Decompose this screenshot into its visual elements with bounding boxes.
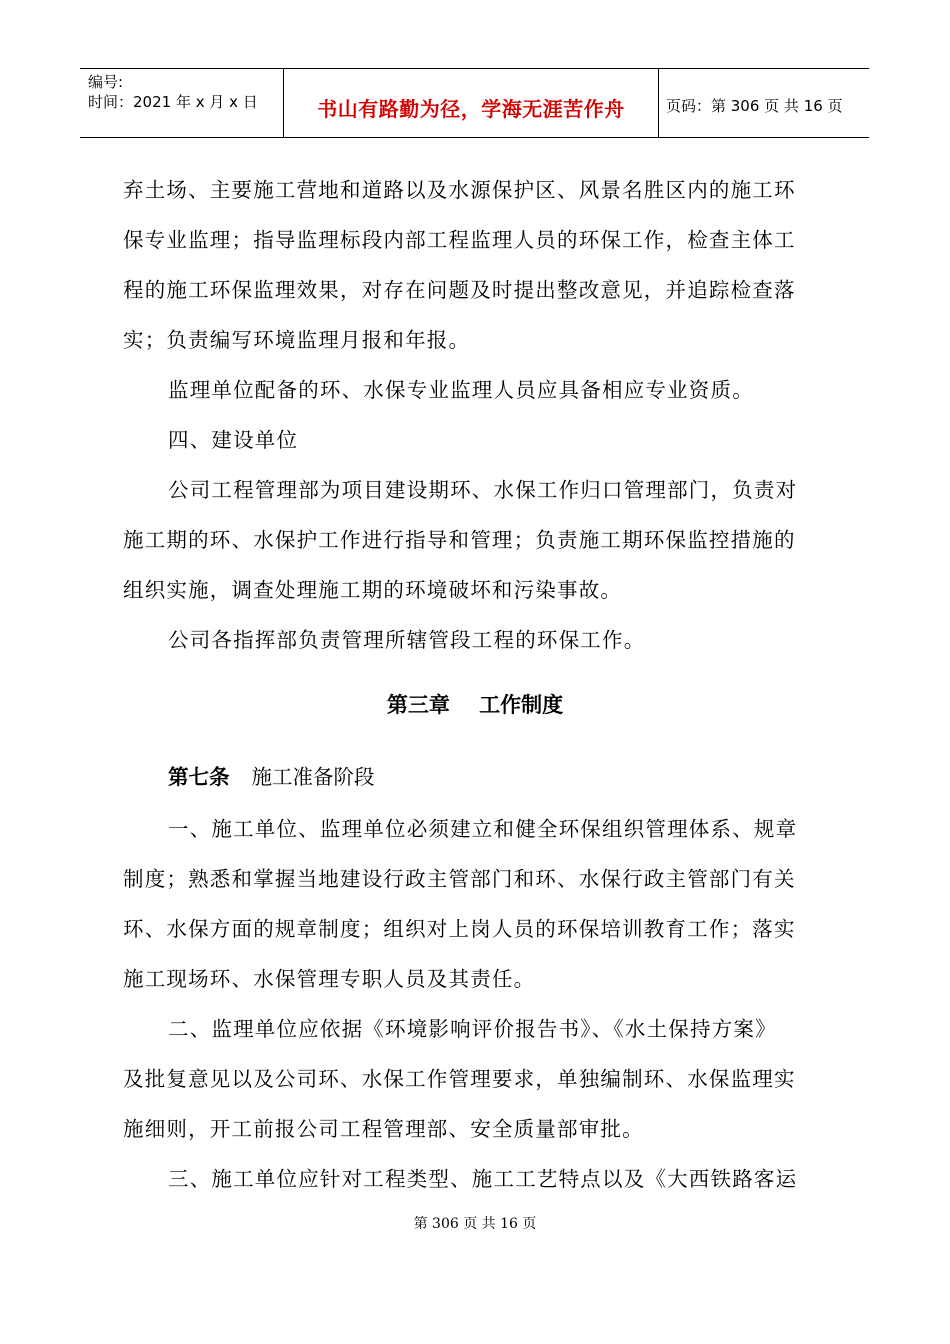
body-line: 保专业监理；指导监理标段内部工程监理人员的环保工作，检查主体工 [123, 228, 796, 252]
chapter-title: 第三章 工作制度 [386, 693, 564, 717]
body-line: 弃土场、主要施工营地和道路以及水源保护区、风景名胜区内的施工环 [123, 178, 796, 202]
header-motto: 书山有路勤为径，学海无涯苦作舟 [317, 97, 625, 121]
body-line: 施工现场环、水保管理专职人员及其责任。 [123, 967, 536, 991]
body-line: 施工期的环、水保护工作进行指导和管理；负责施工期环保监控措施的 [123, 528, 796, 552]
article-title: 施工准备阶段 [251, 765, 375, 789]
page-footer: 第 306 页 共 16 页 [413, 1216, 537, 1232]
header-page-cell [658, 69, 869, 137]
section-heading: 四、建设单位 [168, 428, 299, 452]
body-line: 及批复意见以及公司环、水保工作管理要求，单独编制环、水保监理实 [123, 1067, 796, 1091]
body-line: 程的施工环保监理效果，对存在问题及时提出整改意见，并追踪检查落 [123, 278, 796, 302]
body-line: 组织实施，调查处理施工期的环境破坏和污染事故。 [123, 578, 623, 602]
document-header [80, 68, 869, 138]
body-line: 实；负责编写环境监理月报和年报。 [123, 328, 471, 352]
body-line: 制度；熟悉和掌握当地建设行政主管部门和环、水保行政主管部门有关 [123, 867, 796, 891]
body-line: 公司各指挥部负责管理所辖管段工程的环保工作。 [168, 628, 646, 652]
body-line: 三、施工单位应针对工程类型、施工工艺特点以及《大西铁路客运 [168, 1167, 798, 1191]
body-line: 一、施工单位、监理单位必须建立和健全环保组织管理体系、规章 [168, 817, 798, 841]
article-heading [168, 760, 375, 790]
document-number-label: 编号: [88, 73, 124, 91]
header-motto-cell [283, 69, 659, 137]
body-line: 公司工程管理部为项目建设期环、水保工作归口管理部门，负责对 [168, 478, 798, 502]
article-label: 第七条 [168, 765, 230, 789]
document-time-label: 时间：2021 年 x 月 x 日 [88, 93, 258, 111]
header-page-info: 页码：第 306 页 共 16 页 [666, 97, 843, 115]
header-meta-cell [80, 69, 283, 137]
body-line: 施细则，开工前报公司工程管理部、安全质量部审批。 [123, 1117, 644, 1141]
body-line: 二、监理单位应依据《环境影响评价报告书》、《水土保持方案》 [168, 1017, 777, 1041]
body-line: 环、水保方面的规章制度；组织对上岗人员的环保培训教育工作；落实 [123, 917, 796, 941]
body-line: 监理单位配备的环、水保专业监理人员应具备相应专业资质。 [168, 378, 754, 402]
